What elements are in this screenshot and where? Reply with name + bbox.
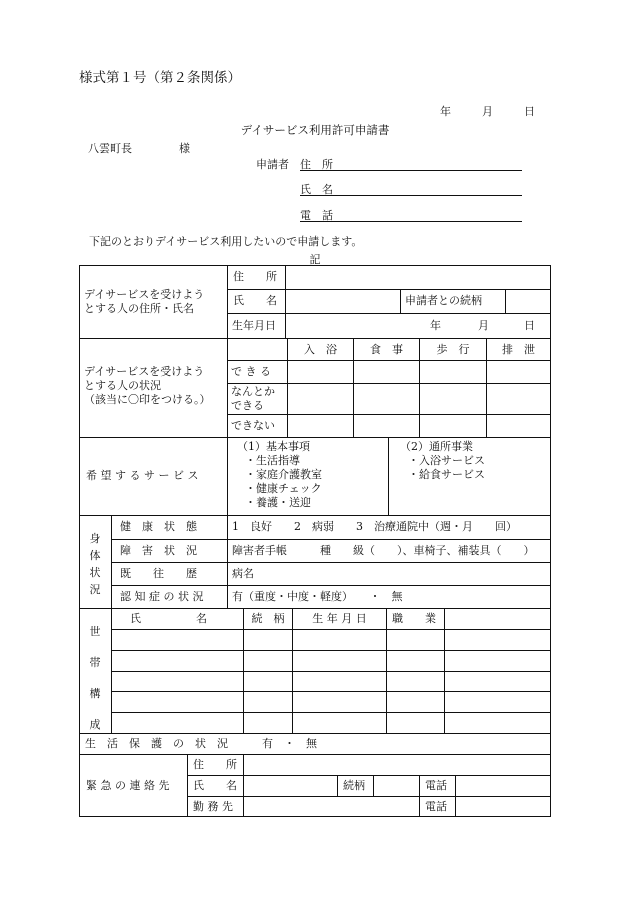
col-bathing: 入 浴	[304, 343, 337, 356]
date-day-label: 日	[524, 105, 535, 118]
ki-label: 記	[309, 253, 321, 266]
emergency-relation-label: 続柄	[343, 779, 365, 792]
user-relation-label: 申請者との続柄	[405, 294, 482, 307]
basic-service-item: ・生活指導	[245, 454, 300, 467]
emergency-name-label: 氏 名	[193, 779, 237, 792]
welfare-value: 有 ・ 無	[262, 737, 317, 750]
emergency-phone-label: 電話	[425, 779, 447, 792]
dementia-value: 有（重度・中度・軽度） ・ 無	[232, 590, 403, 603]
col-eating: 食 事	[370, 343, 403, 356]
user-name-field[interactable]	[289, 290, 399, 312]
user-name-label: 氏 名	[233, 294, 277, 307]
applicant-label: 申請者	[256, 158, 289, 171]
col-excretion: 排 泄	[502, 343, 535, 356]
household-col-relation: 続 柄	[251, 612, 285, 625]
emergency-workplace-label: 勤 務 先	[193, 800, 233, 813]
user-relation-field[interactable]	[507, 290, 550, 312]
household-col-birth: 生 年 月 日	[312, 612, 367, 625]
health-value: 1 良好 2 病弱 3 治療通院中（週・月 回）	[232, 520, 517, 533]
birth-year-label: 年	[430, 319, 441, 332]
disability-label: 障 害 状 況	[120, 544, 197, 557]
row-somewhat-label: なんとか できる	[231, 385, 275, 412]
basic-service-item: ・家庭介護教室	[245, 468, 322, 481]
user-address-field[interactable]	[289, 266, 550, 288]
applicant-phone-label: 電 話	[300, 209, 333, 222]
user-birthdate-label: 生年月日	[232, 319, 276, 332]
intro-text: 下記のとおりデイサービス利用したいので申請します。	[89, 235, 363, 248]
row-cannot-label: できない	[231, 419, 275, 432]
date-month-label: 月	[482, 105, 493, 118]
applicant-address-label: 住 所	[300, 158, 333, 171]
day-service-item: ・給食サービス	[408, 468, 485, 481]
form-number: 様式第１号（第２条関係）	[79, 70, 241, 86]
history-value: 病名	[232, 567, 254, 580]
birth-month-label: 月	[478, 319, 489, 332]
welfare-label: 生 活 保 護 の 状 況	[85, 737, 228, 750]
basic-service-item: ・養護・送迎	[245, 496, 311, 509]
document-title: デイサービス利用許可申請書	[240, 123, 390, 137]
emergency-address-label: 住 所	[193, 758, 237, 771]
addressee-honorific: 様	[179, 142, 190, 155]
day-services	[400, 440, 485, 482]
col-walking: 歩 行	[436, 343, 470, 356]
household-col-occupation: 職 業	[392, 612, 436, 625]
row-can-label: で き る	[231, 365, 271, 378]
user-section-label: デイサービスを受けよう とする人の住所・氏名	[84, 288, 205, 315]
basic-service-item: ・健康チェック	[245, 482, 322, 495]
health-label: 健 康 状 態	[120, 520, 197, 533]
basic-services-title: （1）基本事項	[237, 440, 310, 453]
household-label: 世 帯 構 成	[89, 625, 101, 731]
birth-day-label: 日	[524, 319, 535, 332]
household-col-name: 氏 名	[130, 612, 207, 625]
basic-services	[237, 440, 322, 510]
condition-section-label: デイサービスを受けよう とする人の状況 （該当に〇印をつける。）	[84, 365, 211, 406]
emergency-label: 緊 急 の 連 絡 先	[86, 779, 170, 792]
history-label: 既 往 歴	[120, 567, 197, 580]
addressee-name: 八雲町長	[88, 142, 132, 155]
emergency-phone2-label: 電話	[425, 800, 447, 813]
date-year-label: 年	[440, 105, 451, 118]
body-status-label: 身 体 状 況	[89, 532, 101, 596]
disability-value: 障害者手帳 種 級（ ）、車椅子、補装具（ ）	[232, 544, 535, 557]
applicant-name-label: 氏 名	[300, 183, 333, 196]
day-service-item: ・入浴サービス	[408, 454, 485, 467]
service-section-label: 希 望 す る サ ー ビ ス	[86, 469, 199, 482]
user-address-label: 住 所	[233, 270, 277, 283]
day-services-title: （2）通所事業	[400, 440, 473, 453]
dementia-label: 認 知 症 の 状 況	[120, 590, 204, 603]
